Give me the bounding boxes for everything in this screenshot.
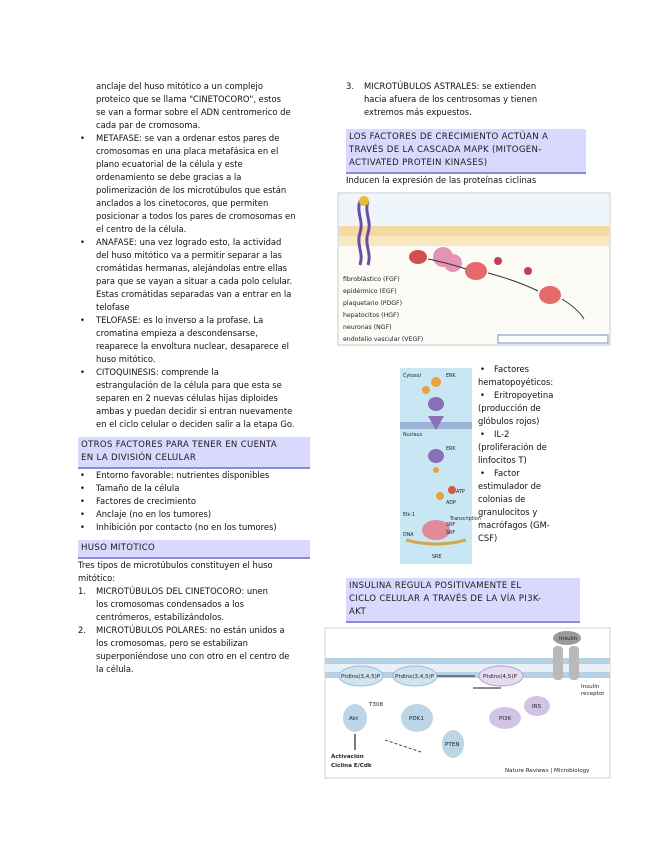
text-line: anclaje del huso mitótico a un complejo xyxy=(96,81,263,91)
right-column xyxy=(346,80,608,187)
item-number: 1. xyxy=(78,586,86,596)
pi3k-akt-figure xyxy=(325,628,610,778)
heading-line: OTROS FACTORES PARA TENER EN CUENTA xyxy=(81,440,278,450)
t308-label: T308 xyxy=(369,702,384,708)
gf-label: endotelio vascular (VEGF) xyxy=(343,336,424,343)
list-item: • Entorno favorable: nutrientes disponibles xyxy=(78,469,310,482)
list-item: • Factores xyxy=(478,363,578,376)
heading-line: AKT xyxy=(349,607,366,617)
heading-line: TRAVÉS DE LA CASCADA MAPK (MITOGEN- xyxy=(349,145,542,155)
sre-label: SRE xyxy=(432,555,442,560)
text-line: mitótico: xyxy=(78,573,116,583)
erk-signaling-figure xyxy=(400,368,481,564)
srf-label: SRF xyxy=(446,531,456,536)
text-line: polimerización de los microtúbulos que están xyxy=(96,185,287,195)
item-number: 3. xyxy=(346,81,354,91)
heading-line: INSULINA REGULA POSITIVAMENTE EL xyxy=(349,581,522,591)
heading-line: LOS FACTORES DE CRECIMIENTO ACTÚAN A xyxy=(349,132,549,142)
text-line: la célula. xyxy=(96,664,134,674)
text-line: cromosomas en una placa metafásica en el xyxy=(96,146,279,156)
text-line: • METAFASE: se van a ordenar estos pares de xyxy=(96,133,280,143)
text-line: los cromosomas condensados a los xyxy=(96,599,244,609)
text-line: hacia afuera de los centrosomas y tienen xyxy=(364,94,538,104)
text-line: Tres tipos de microtúbulos constituyen el huso xyxy=(78,560,273,570)
receptor-label: receptor xyxy=(581,691,605,697)
text-line: huso mitótico. xyxy=(96,354,156,364)
pip3-label: PtdIns(3,4,5)P xyxy=(341,674,381,680)
text-line: glóbulos rojos) xyxy=(478,416,540,426)
erk-label: ERK xyxy=(446,374,456,379)
text-line: estimulador de xyxy=(478,481,542,491)
text-line: superponiéndose uno con otro en el centro de xyxy=(96,651,290,661)
receptor-label: Insulin xyxy=(581,684,600,690)
otros-factores-list xyxy=(78,469,310,534)
text-line: cromatina empieza a descondensarse, xyxy=(96,328,258,338)
insulin-label: Insulin xyxy=(559,636,578,642)
transcription-label: Transcription xyxy=(450,517,481,522)
pten-label: PTEN xyxy=(445,742,460,748)
text-line: (proliferación de xyxy=(478,442,547,452)
text-line: reaparece la envoltura nuclear, desaparece el xyxy=(96,341,289,351)
text-line: plano ecuatorial de la célula y este xyxy=(96,159,243,169)
text-line: del huso mitótico va a permitir separar a las xyxy=(96,250,282,260)
pdk1-label: PDK1 xyxy=(409,716,424,722)
otros-factores-heading xyxy=(78,437,310,469)
activation-label: Ciclina E/Cdk xyxy=(331,763,372,769)
item-number: 2. xyxy=(78,625,86,635)
text-line: cada par de cromosoma. xyxy=(96,120,201,130)
erk-label: ERK xyxy=(446,447,456,452)
hematopoietic-factors xyxy=(478,363,578,545)
list-item: • Inhibición por contacto (no en los tumores) xyxy=(78,521,310,534)
heading-line: CICLO CELULAR A TRAVÉS DE LA VÍA PI3K- xyxy=(349,594,542,604)
mapk-text: Inducen la expresión de las proteínas ciclinas xyxy=(346,175,537,185)
huso-mitotico-heading: HUSO MITOTICO xyxy=(78,540,310,559)
citoquinesis-item xyxy=(78,366,310,431)
text-line: cromátidas hermanas, alejándolas entre ellas xyxy=(96,263,287,273)
cinetocoro-paragraph xyxy=(78,80,310,132)
text-line: en el ciclo celular o deciden salir a la etapa Go. xyxy=(96,419,295,429)
text-line: macrófagos (GM- xyxy=(478,520,550,530)
text-line: • TELOFASE: es lo inverso a la profase. La xyxy=(96,315,264,325)
text-line: MICROTÚBULOS POLARES: no están unidos a xyxy=(96,625,285,635)
gf-label: epidérmico (EGF) xyxy=(343,288,397,295)
mapk-heading xyxy=(346,129,586,174)
text-line: ambas y puedan decidir si entran nuevamente xyxy=(96,406,293,416)
list-item: • Anclaje (no en los tumores) xyxy=(78,508,310,521)
list-item: • Factores de crecimiento xyxy=(78,495,310,508)
akt-label: Akt xyxy=(349,716,359,722)
nucleus-label: Nucleus xyxy=(403,433,423,438)
activation-label: Activación xyxy=(331,754,364,760)
elk-label: Elk-1 xyxy=(403,513,415,518)
list-item xyxy=(78,624,310,676)
text-line: para que se vayan a situar a cada polo celular. xyxy=(96,276,293,286)
heading-line: ACTIVATED PROTEIN KINASES) xyxy=(349,158,488,168)
pi3k-label: PI3K xyxy=(499,716,512,722)
heading-line: EN LA DIVISIÓN CELULAR xyxy=(81,453,197,463)
text-line: colonias de xyxy=(478,494,526,504)
list-item xyxy=(78,585,310,624)
irs-label: IRS xyxy=(532,704,542,710)
dna-label: DNA xyxy=(403,533,414,538)
huso-intro xyxy=(78,559,310,585)
text-line: el centro de la célula. xyxy=(96,224,187,234)
gf-label: plaquetario (PDGF) xyxy=(343,300,403,307)
text-line: ordenamiento se debe gracias a la xyxy=(96,172,242,182)
text-line: se van a formar sobre el ADN centromerico de xyxy=(96,107,291,117)
insulina-heading xyxy=(346,578,580,623)
text-line: granulocitos y xyxy=(478,507,538,517)
text-line: separen en 2 nuevas células hijas diploides xyxy=(96,393,278,403)
text-line: (producción de xyxy=(478,403,541,413)
text-line: centrómeros, estabilizándolos. xyxy=(96,612,225,622)
text-line: MICROTÚBULOS DEL CINETOCORO: unen xyxy=(96,586,268,596)
text-line: posicionar a todos los pares de cromosomas en xyxy=(96,211,296,221)
microtubulos-list xyxy=(78,585,310,676)
list-item: • Factor xyxy=(478,467,578,480)
text-line: extremos más expuestos. xyxy=(364,107,472,117)
text-line: Estas cromátidas separadas van a entrar en la xyxy=(96,289,292,299)
text-line: proteico que se llama "CINETOCORO", estos xyxy=(96,94,281,104)
credit-label: Nature Reviews | Microbiology xyxy=(505,768,590,774)
text-line: estrangulación de la célula para que esta se xyxy=(96,380,282,390)
list-item: • Eritropoyetina xyxy=(478,389,578,402)
text-line: anclados a los cinetocoros, que permiten xyxy=(96,198,269,208)
mapk-cascade-figure xyxy=(338,193,610,345)
gf-label: neuronas (NGF) xyxy=(343,324,392,331)
srf-label: SRF xyxy=(446,523,456,528)
list-item: • IL-2 xyxy=(478,428,578,441)
microtubulos-list-cont xyxy=(346,80,608,119)
text-line: MICROTÚBULOS ASTRALES: se extienden xyxy=(364,81,537,91)
gf-label: fibroblástico (FGF) xyxy=(343,276,400,283)
metafase-item xyxy=(78,132,310,236)
anafase-item xyxy=(78,236,310,314)
gf-label: hepatocitos (HGF) xyxy=(343,312,400,319)
telofase-item xyxy=(78,314,310,366)
list-item: • Tamaño de la célula xyxy=(78,482,310,495)
text-line: linfocitos T) xyxy=(478,455,527,465)
pip3-label: PtdIns(3,4,5)P xyxy=(395,674,435,680)
phase-list xyxy=(78,132,310,431)
atp-label: ATP xyxy=(456,490,465,495)
text-line: CSF) xyxy=(478,533,498,543)
text-line: telofase xyxy=(96,302,130,312)
insulina-section xyxy=(346,578,580,623)
list-item xyxy=(346,80,608,119)
text-line: los cromosomas, pero se estabilizan xyxy=(96,638,248,648)
text-line: • CITOQUINESIS: comprende la xyxy=(96,367,219,377)
left-column xyxy=(78,80,310,676)
text-line: hematopoyéticos: xyxy=(478,377,554,387)
cytosol-label: Cytosol xyxy=(403,374,421,379)
adp-label: ADP xyxy=(446,501,456,506)
text-line: • ANAFASE: una vez logrado esto, la actividad xyxy=(96,237,282,247)
pip2-label: PtdIns(4,5)P xyxy=(483,674,517,680)
